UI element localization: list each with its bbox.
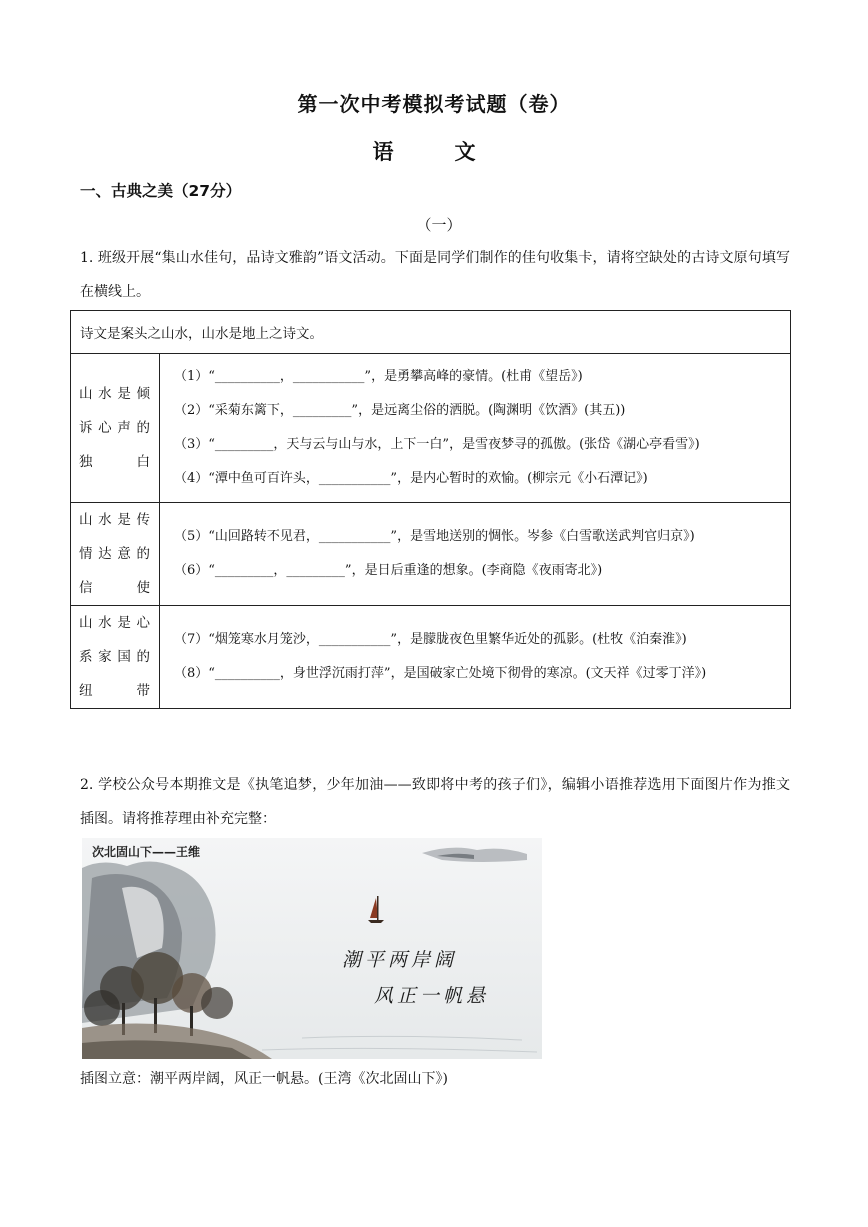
- category-label: 山水是倾诉心声的独白: [71, 354, 160, 503]
- fill-blank-item[interactable]: （2）“采菊东篱下，_________”，是远离尘俗的洒脱。(陶渊明《饮酒》(其五)): [174, 403, 626, 418]
- section-heading: 一、古典之美（27分）: [80, 182, 242, 200]
- question-1-prompt: 1. 班级开展“集山水佳句，品诗文雅韵”语文活动。下面是同学们制作的佳句收集卡，请将空缺处的古诗文原句填写在横线上。: [80, 250, 790, 300]
- card-group-row: [71, 354, 791, 503]
- poem-line-1: 潮平两岸阔: [342, 949, 458, 971]
- card-header: 诗文是案头之山水，山水是地上之诗文。: [71, 311, 791, 354]
- category-items: [160, 503, 791, 606]
- fill-blank-item[interactable]: （6）“_________，_________”，是日后重逢的想象。(李商隐《夜雨寄北》): [174, 563, 603, 578]
- poem-line-2: 风正一帆悬: [374, 985, 490, 1007]
- figure-caption: 插图立意：潮平两岸阔，风正一帆悬。(王湾《次北固山下》): [80, 1071, 448, 1087]
- card-header-row: [71, 311, 791, 354]
- figure-label: 次北固山下——王维: [92, 845, 201, 859]
- quote-collection-card: [70, 310, 791, 709]
- category-items: [160, 606, 791, 709]
- question-2-prompt: 2. 学校公众号本期推文是《执笔追梦，少年加油——致即将中考的孩子们》，编辑小语推荐选用下面图片作为推文插图。请将推荐理由补充完整：: [80, 777, 790, 827]
- subject-title: 语 文: [372, 140, 496, 164]
- ink-landscape-painting: [82, 838, 542, 1059]
- landscape-illustration: [82, 838, 542, 1059]
- subsection-heading: （一）: [416, 216, 462, 234]
- fill-blank-item[interactable]: （4）“潭中鱼可百许头，___________”，是内心暂时的欢愉。(柳宗元《小石潭记》): [174, 471, 648, 486]
- category-label: 山水是心系家国的纽带: [71, 606, 160, 709]
- fill-blank-item[interactable]: （5）“山回路转不见君，___________”，是雪地送别的惆怅。岑参《白雪歌送武判官归京》): [174, 529, 695, 544]
- card-group-row: [71, 606, 791, 709]
- exam-title: 第一次中考模拟考试题（卷）: [297, 92, 571, 116]
- fill-blank-item[interactable]: （7）“烟笼寒水月笼沙，___________”，是朦胧夜色里繁华近处的孤影。(杜牧《泊秦淮》): [174, 632, 687, 647]
- category-items: [160, 354, 791, 503]
- category-label: 山水是传情达意的信使: [71, 503, 160, 606]
- fill-blank-item[interactable]: （3）“_________，天与云与山与水，上下一白”，是雪夜梦寻的孤傲。(张岱《湖心亭看雪》): [174, 437, 700, 452]
- fill-blank-item[interactable]: （8）“__________，身世浮沉雨打萍”，是国破家亡处境下彻骨的寒凉。(文天祥《过零丁洋》): [174, 666, 707, 681]
- card-group-row: [71, 503, 791, 606]
- fill-blank-item[interactable]: （1）“__________，___________”，是勇攀高峰的豪情。(杜甫《望岳》): [174, 369, 583, 384]
